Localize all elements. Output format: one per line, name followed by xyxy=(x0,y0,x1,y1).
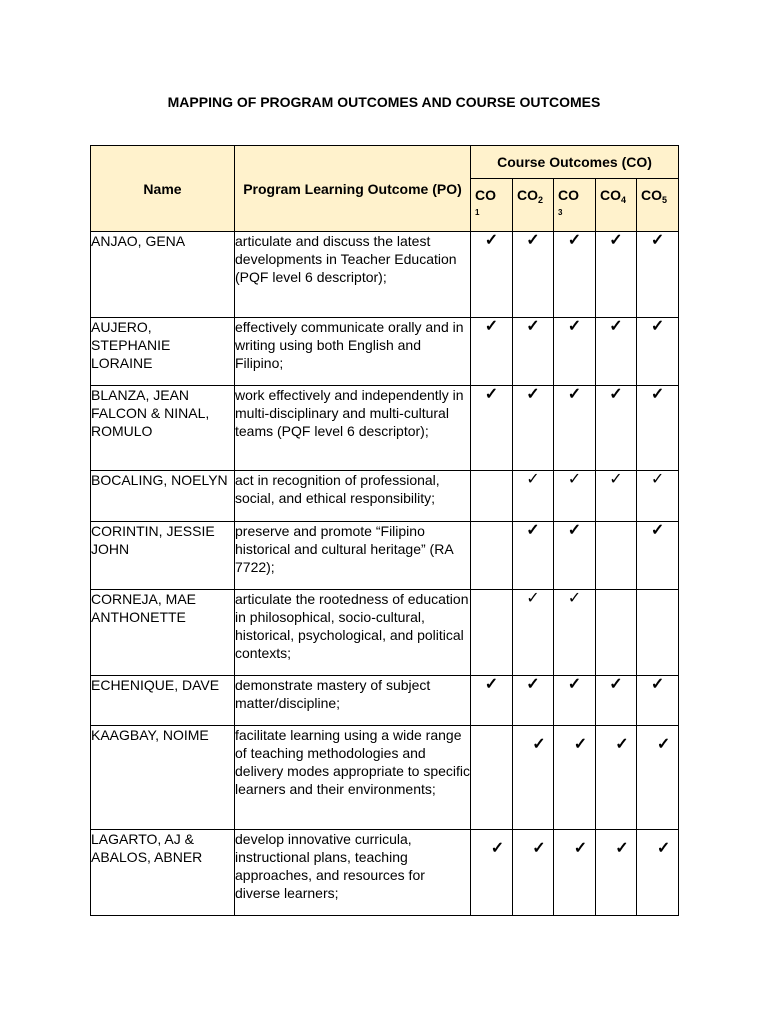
checkmark-icon: ✓ xyxy=(484,232,499,249)
student-name-cell: CORINTIN, JESSIE JOHN xyxy=(91,522,235,590)
checkmark-icon: ✓ xyxy=(650,471,665,488)
co4-check-cell xyxy=(596,386,637,471)
checkmark-icon: ✓ xyxy=(567,471,582,488)
checkmark-icon: ✓ xyxy=(609,471,623,488)
checkmark-icon: ✓ xyxy=(650,676,665,693)
co3-check-cell xyxy=(554,232,596,318)
co2-check-cell xyxy=(513,232,554,318)
co3-check-cell xyxy=(554,386,596,471)
co2-check-cell xyxy=(513,676,554,726)
checkmark-icon: ✓ xyxy=(526,676,540,693)
student-name-cell: AUJERO, STEPHANIE LORAINE xyxy=(91,318,235,386)
table-row xyxy=(91,386,679,471)
co2-check-cell xyxy=(513,830,554,916)
table-row xyxy=(91,676,679,726)
student-name-cell: CORNEJA, MAE ANTHONETTE xyxy=(91,590,235,676)
co4-check-cell xyxy=(596,318,637,386)
co4-check-cell xyxy=(596,471,637,522)
checkmark-icon: ✓ xyxy=(609,318,623,335)
co1-check-cell xyxy=(471,386,513,471)
co4-check-cell xyxy=(596,676,637,726)
co4-check-cell xyxy=(596,590,637,676)
header-co5: $CO_5$ xyxy=(637,179,679,232)
student-name-cell: LAGARTO, AJ & ABALOS, ABNER xyxy=(91,830,235,916)
student-name-cell: KAAGBAY, NOIME xyxy=(91,726,235,830)
header-co3: CO 3 xyxy=(554,179,596,232)
checkmark-icon: ✓ xyxy=(567,232,582,249)
checkmark-icon: ✓ xyxy=(609,232,623,249)
table-row xyxy=(91,726,679,830)
checkmark-icon: ✓ xyxy=(656,736,671,753)
co4-check-cell xyxy=(596,830,637,916)
checkmark-icon: ✓ xyxy=(484,676,499,693)
co5-check-cell xyxy=(637,471,679,522)
checkmark-icon: ✓ xyxy=(609,676,623,693)
checkmark-icon: ✓ xyxy=(567,590,582,607)
student-name-cell: BOCALING, NOELYN xyxy=(91,471,235,522)
program-outcome-cell: work effectively and independently in multi-disciplinary and multi-cultural teams (PQF level 6 descriptor); xyxy=(235,386,471,471)
program-outcome-cell: demonstrate mastery of subject matter/discipline; xyxy=(235,676,471,726)
header-co2: $CO_2$ xyxy=(513,179,554,232)
checkmark-icon: ✓ xyxy=(526,471,540,488)
co5-check-cell xyxy=(637,676,679,726)
checkmark-icon: ✓ xyxy=(656,840,671,857)
checkmark-icon: ✓ xyxy=(526,318,540,335)
checkmark-icon: ✓ xyxy=(615,736,629,753)
checkmark-icon: ✓ xyxy=(526,522,540,539)
co5-check-cell xyxy=(637,232,679,318)
co2-check-cell xyxy=(513,318,554,386)
program-outcome-cell: effectively communicate orally and in writing using both English and Filipino; xyxy=(235,318,471,386)
table-row xyxy=(91,830,679,916)
co2-check-cell xyxy=(513,386,554,471)
checkmark-icon: ✓ xyxy=(526,232,540,249)
co1-check-cell xyxy=(471,590,513,676)
header-program-learning-outcome: Program Learning Outcome (PO) xyxy=(235,146,471,232)
co5-check-cell xyxy=(637,522,679,590)
header-name: Name xyxy=(91,146,235,232)
checkmark-icon: ✓ xyxy=(650,232,665,249)
checkmark-icon: ✓ xyxy=(526,386,540,403)
co3-check-cell xyxy=(554,318,596,386)
co2-check-cell xyxy=(513,471,554,522)
co3-check-cell xyxy=(554,830,596,916)
co5-check-cell xyxy=(637,386,679,471)
student-name-cell: ANJAO, GENA xyxy=(91,232,235,318)
checkmark-icon: ✓ xyxy=(484,318,499,335)
program-outcome-cell: act in recognition of professional, social, and ethical responsibility; xyxy=(235,471,471,522)
co3-check-cell xyxy=(554,676,596,726)
co4-check-cell xyxy=(596,232,637,318)
checkmark-icon: ✓ xyxy=(490,840,505,857)
co1-check-cell xyxy=(471,318,513,386)
co5-check-cell xyxy=(637,830,679,916)
table-row xyxy=(91,522,679,590)
document-title: MAPPING OF PROGRAM OUTCOMES AND COURSE OUTCOMES xyxy=(167,94,601,110)
checkmark-icon: ✓ xyxy=(567,676,582,693)
checkmark-icon: ✓ xyxy=(567,318,582,335)
checkmark-icon: ✓ xyxy=(526,590,540,607)
co3-check-cell xyxy=(554,471,596,522)
program-outcome-cell: articulate the rootedness of education in philosophical, socio-cultural, historical, psychological, and political contexts; xyxy=(235,590,471,676)
checkmark-icon: ✓ xyxy=(650,386,665,403)
co1-check-cell xyxy=(471,830,513,916)
table-row xyxy=(91,590,679,676)
checkmark-icon: ✓ xyxy=(609,386,623,403)
header-co4: $CO_4$ xyxy=(596,179,637,232)
checkmark-icon: ✓ xyxy=(615,840,629,857)
co3-check-cell xyxy=(554,726,596,830)
checkmark-icon: ✓ xyxy=(650,522,665,539)
table-row xyxy=(91,471,679,522)
co1-check-cell xyxy=(471,676,513,726)
table-row xyxy=(91,232,679,318)
checkmark-icon: ✓ xyxy=(567,386,582,403)
co1-check-cell xyxy=(471,522,513,590)
co3-check-cell xyxy=(554,590,596,676)
checkmark-icon: ✓ xyxy=(484,386,499,403)
outcomes-mapping-table xyxy=(90,145,679,916)
table-row xyxy=(91,318,679,386)
co5-check-cell xyxy=(637,726,679,830)
program-outcome-cell: facilitate learning using a wide range of teaching methodologies and delivery modes appropriate to specific learners and their environments; xyxy=(235,726,471,830)
program-outcome-cell: preserve and promote “Filipino historical and cultural heritage” (RA 7722); xyxy=(235,522,471,590)
co1-check-cell xyxy=(471,471,513,522)
co2-check-cell xyxy=(513,522,554,590)
checkmark-icon: ✓ xyxy=(650,318,665,335)
checkmark-icon: ✓ xyxy=(573,840,588,857)
co1-check-cell xyxy=(471,726,513,830)
program-outcome-cell: articulate and discuss the latest developments in Teacher Education (PQF level 6 descriptor); xyxy=(235,232,471,318)
co5-check-cell xyxy=(637,590,679,676)
student-name-cell: BLANZA, JEAN FALCON & NINAL, ROMULO xyxy=(91,386,235,471)
header-co1: CO 1 xyxy=(471,179,513,232)
header-course-outcomes: Course Outcomes (CO) xyxy=(471,146,679,179)
checkmark-icon: ✓ xyxy=(532,840,546,857)
co4-check-cell xyxy=(596,522,637,590)
checkmark-icon: ✓ xyxy=(573,736,588,753)
co2-check-cell xyxy=(513,590,554,676)
co3-check-cell xyxy=(554,522,596,590)
student-name-cell: ECHENIQUE, DAVE xyxy=(91,676,235,726)
program-outcome-cell: develop innovative curricula, instructional plans, teaching approaches, and resources for diverse learners; xyxy=(235,830,471,916)
co2-check-cell xyxy=(513,726,554,830)
checkmark-icon: ✓ xyxy=(532,736,546,753)
co1-check-cell xyxy=(471,232,513,318)
co4-check-cell xyxy=(596,726,637,830)
co5-check-cell xyxy=(637,318,679,386)
checkmark-icon: ✓ xyxy=(567,522,582,539)
